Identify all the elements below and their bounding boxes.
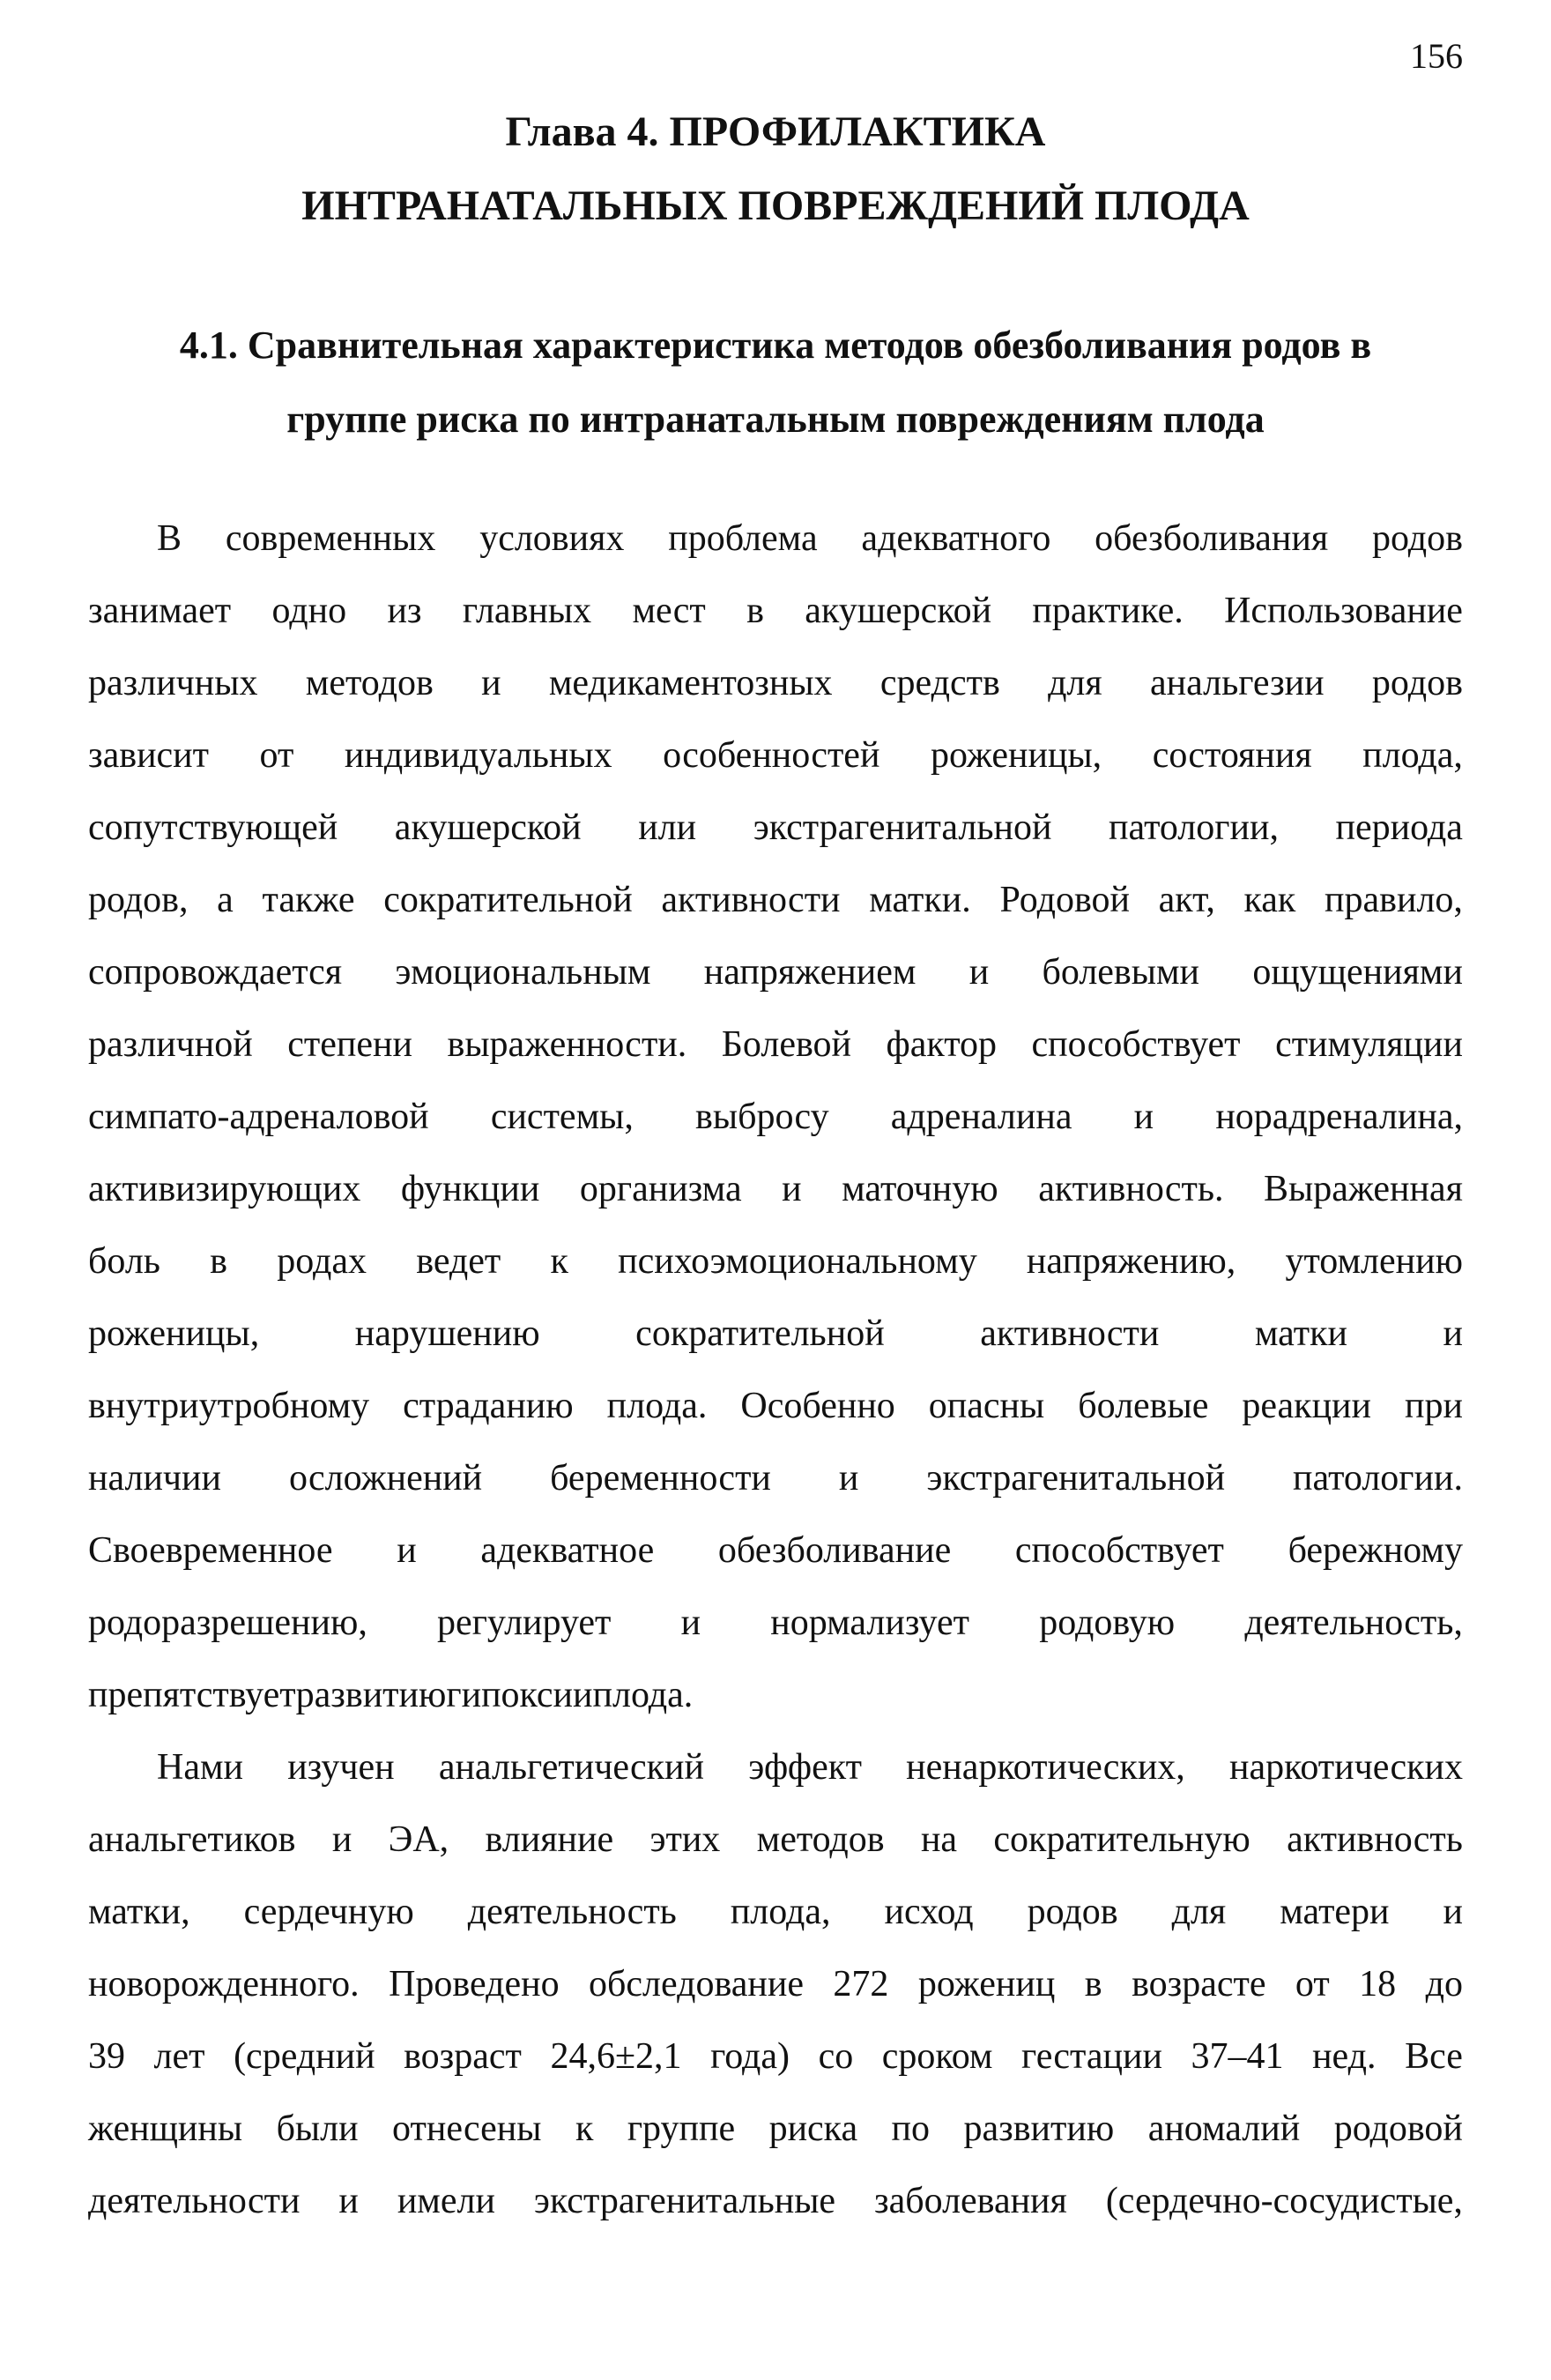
text-line — [88, 1659, 1463, 1731]
word: обследование — [589, 1964, 804, 2004]
word: матки. — [869, 880, 971, 920]
word: роженицы, — [930, 735, 1102, 776]
word: способствует — [1014, 1530, 1224, 1571]
word: осложнений — [288, 1458, 483, 1499]
text-line — [88, 1008, 1463, 1081]
word: функции — [400, 1169, 540, 1209]
word: нарушению — [354, 1313, 540, 1354]
word: роженицы, — [88, 1313, 260, 1354]
word: нед. — [1312, 2036, 1377, 2077]
word: страданию — [403, 1386, 574, 1426]
word: выраженности. — [447, 1024, 687, 1065]
word: 272 — [833, 1964, 889, 2004]
text-line — [88, 1442, 1463, 1514]
word: напряжением — [703, 952, 916, 993]
word: наркотических — [1228, 1747, 1463, 1788]
word: родов — [1372, 518, 1463, 559]
word: нормализует — [770, 1603, 969, 1643]
text-line — [88, 1225, 1463, 1298]
chapter-title — [88, 95, 1463, 243]
word: исход — [884, 1892, 974, 1932]
word: фактор — [886, 1024, 998, 1065]
word: ощущениями — [1252, 952, 1463, 993]
word: активности — [980, 1313, 1160, 1354]
word: плода, — [1362, 735, 1463, 776]
word: к — [550, 1241, 568, 1282]
word: экстрагенитальной — [753, 807, 1052, 848]
word: анальгетиков — [88, 1819, 296, 1860]
word: Родовой — [999, 880, 1130, 920]
word: экстрагенитальные — [533, 2181, 836, 2221]
word: Нами — [157, 1747, 244, 1788]
word: ЭА, — [388, 1819, 449, 1860]
word: гестации — [1021, 2036, 1162, 2077]
word: от — [259, 735, 294, 776]
word: способствует — [1031, 1024, 1241, 1065]
word: рожениц — [917, 1964, 1056, 2004]
text-line — [88, 1948, 1463, 2020]
word: группе — [627, 2109, 736, 2149]
word: состояния — [1152, 735, 1312, 776]
text-line — [88, 1298, 1463, 1370]
word: системы, — [490, 1097, 634, 1137]
word: или — [638, 807, 697, 848]
word: внутриутробному — [88, 1386, 370, 1426]
word: эмоциональным — [395, 952, 651, 993]
text-line — [88, 1731, 1463, 1804]
word: этих — [649, 1819, 721, 1860]
word: средств — [879, 663, 1000, 703]
section-title — [88, 309, 1463, 457]
word: сопровождается — [88, 952, 343, 993]
word: плода, — [730, 1892, 831, 1932]
word: родов, — [88, 880, 189, 920]
text-line — [88, 1876, 1463, 1948]
word: женщины — [88, 2109, 243, 2149]
word: организма — [579, 1169, 742, 1209]
word: сопутствующей — [88, 807, 338, 848]
word: утомлению — [1285, 1241, 1463, 1282]
word: ненаркотических, — [906, 1747, 1185, 1788]
text-line — [88, 792, 1463, 864]
word: сроком — [881, 2036, 993, 2077]
word: патологии, — [1109, 807, 1279, 848]
section-title-line: группе риска по интранатальным повреждениям плода — [286, 398, 1265, 441]
word: акт, — [1158, 880, 1215, 920]
word: и — [1443, 1892, 1463, 1932]
word: для — [1048, 663, 1102, 703]
word: изучен — [287, 1747, 395, 1788]
word: гипоксии — [446, 1675, 593, 1715]
text-line — [88, 647, 1463, 719]
text-line — [88, 2020, 1463, 2093]
word: при — [1405, 1386, 1463, 1426]
word: 24,6±2,1 — [550, 2036, 682, 2077]
word: в — [746, 591, 764, 631]
word: и — [1443, 1313, 1463, 1354]
word: активность. — [1038, 1169, 1224, 1209]
word: 39 — [88, 2036, 125, 2077]
word: выбросу — [695, 1097, 829, 1137]
word: деятельность, — [1244, 1603, 1463, 1643]
word: главных — [462, 591, 592, 631]
word: медикаментозных — [548, 663, 833, 703]
word: новорожденного. — [88, 1964, 360, 2004]
word: эффект — [748, 1747, 862, 1788]
word: Все — [1405, 2036, 1463, 2077]
word: реакции — [1242, 1386, 1372, 1426]
word: В — [157, 518, 182, 559]
word: методов — [756, 1819, 885, 1860]
word: опасны — [928, 1386, 1045, 1426]
word: наличии — [88, 1458, 221, 1499]
text-line — [88, 2093, 1463, 2165]
text-line — [88, 502, 1463, 575]
word: (сердечно-сосудистые, — [1105, 2181, 1463, 2221]
word: проблема — [668, 518, 818, 559]
word: периода — [1335, 807, 1463, 848]
word: родоразрешению, — [88, 1603, 367, 1643]
word: родовой — [1333, 2109, 1463, 2149]
word: а — [217, 880, 234, 920]
word: занимает — [88, 591, 232, 631]
word: адекватное — [480, 1530, 655, 1571]
word: родов — [1371, 663, 1463, 703]
word: акушерской — [394, 807, 582, 848]
word: родов — [1027, 1892, 1118, 1932]
word: различной — [88, 1024, 253, 1065]
text-line — [88, 575, 1463, 647]
word: 37–41 — [1191, 2036, 1284, 2077]
word: акушерской — [805, 591, 992, 631]
word: деятельности — [88, 2181, 301, 2221]
word: риска — [768, 2109, 858, 2149]
word: отнесены — [392, 2109, 542, 2149]
word: сократительной — [635, 1313, 885, 1354]
word: по — [891, 2109, 931, 2149]
word: из — [387, 591, 422, 631]
word: влияние — [485, 1819, 614, 1860]
section-title-line: 4.1. Сравнительная характеристика методов обезболивания родов в — [179, 324, 1372, 367]
word: до — [1425, 1964, 1463, 2004]
word: от — [1295, 1964, 1330, 2004]
word: деятельность — [467, 1892, 677, 1932]
word: Выраженная — [1264, 1169, 1463, 1209]
word: зависит — [88, 735, 210, 776]
word: современных — [225, 518, 436, 559]
word: особенностей — [663, 735, 880, 776]
word: к — [575, 2109, 594, 2149]
word: адреналина — [890, 1097, 1072, 1137]
word: адекватного — [861, 518, 1051, 559]
word: имели — [397, 2181, 495, 2221]
word: были — [276, 2109, 359, 2149]
text-line — [88, 1370, 1463, 1442]
text-line — [88, 1153, 1463, 1225]
word: препятствует — [88, 1675, 296, 1715]
chapter-title-line: Глава 4. ПРОФИЛАКТИКА — [505, 108, 1046, 155]
word: стимуляции — [1275, 1024, 1463, 1065]
word: также — [262, 880, 355, 920]
word: в — [210, 1241, 227, 1282]
word: и — [397, 1530, 417, 1571]
word: возрасте — [1132, 1964, 1266, 2004]
text-line — [88, 1081, 1463, 1153]
chapter-title-line: ИНТРАНАТАЛЬНЫХ ПОВРЕЖДЕНИЙ ПЛОДА — [301, 182, 1250, 229]
word: активность — [1287, 1819, 1463, 1860]
word: и — [481, 663, 501, 703]
word: (средний — [234, 2036, 375, 2077]
word: на — [920, 1819, 958, 1860]
text-line — [88, 1804, 1463, 1876]
word: сердечную — [243, 1892, 414, 1932]
word: развитию — [963, 2109, 1115, 2149]
text-line — [88, 936, 1463, 1008]
word: практике. — [1032, 591, 1184, 631]
word: и — [338, 2181, 359, 2221]
word: обезболивания — [1095, 518, 1329, 559]
body-text — [88, 502, 1463, 2237]
word: степени — [287, 1024, 412, 1065]
word: мест — [632, 591, 706, 631]
word: аномалий — [1147, 2109, 1301, 2149]
word: болевыми — [1042, 952, 1200, 993]
word: правило, — [1325, 880, 1463, 920]
word: заболевания — [874, 2181, 1067, 2221]
word: лет — [153, 2036, 205, 2077]
word: и — [1133, 1097, 1154, 1137]
word: анальгетический — [438, 1747, 705, 1788]
word: анальгезии — [1150, 663, 1325, 703]
word: боль — [88, 1241, 160, 1282]
word: маточную — [842, 1169, 998, 1209]
word: бережному — [1288, 1530, 1463, 1571]
word: сократительную — [993, 1819, 1250, 1860]
word: Использование — [1224, 591, 1463, 631]
word: 18 — [1359, 1964, 1397, 2004]
word: плода. — [592, 1675, 694, 1715]
word: как — [1243, 880, 1296, 920]
text-line — [88, 1514, 1463, 1587]
word: в — [1084, 1964, 1102, 2004]
word: беременности — [550, 1458, 771, 1499]
word: и — [968, 952, 990, 993]
word: одно — [271, 591, 347, 631]
word: различных — [88, 663, 258, 703]
word: года) — [710, 2036, 790, 2077]
word: родовую — [1039, 1603, 1176, 1643]
word: и — [331, 1819, 352, 1860]
word: для — [1171, 1892, 1227, 1932]
word: методов — [305, 663, 434, 703]
word: условиях — [479, 518, 625, 559]
word: симпато-адреналовой — [88, 1097, 429, 1137]
word: Болевой — [721, 1024, 851, 1065]
word: психоэмоциональному — [618, 1241, 977, 1282]
word: и — [680, 1603, 701, 1643]
word: Своевременное — [88, 1530, 333, 1571]
word: родах — [277, 1241, 367, 1282]
text-line — [88, 719, 1463, 792]
word: регулирует — [437, 1603, 612, 1643]
word: обезболивание — [717, 1530, 952, 1571]
word: матки, — [88, 1892, 190, 1932]
word: индивидуальных — [344, 735, 612, 776]
word: матки — [1254, 1313, 1347, 1354]
word: развитию — [295, 1675, 447, 1715]
text-line — [88, 864, 1463, 936]
word: напряжению, — [1026, 1241, 1236, 1282]
page-number: 156 — [1410, 36, 1463, 76]
word: и — [782, 1169, 802, 1209]
word: активизирующих — [88, 1169, 361, 1209]
word: сократительной — [383, 880, 633, 920]
word: со — [818, 2036, 854, 2077]
word: ведет — [416, 1241, 501, 1282]
word: норадреналина, — [1215, 1097, 1463, 1137]
text-line — [88, 2165, 1463, 2237]
word: активности — [661, 880, 841, 920]
word: патологии. — [1293, 1458, 1463, 1499]
word: матери — [1280, 1892, 1390, 1932]
word: возраст — [404, 2036, 522, 2077]
word: и — [838, 1458, 859, 1499]
word: Проведено — [389, 1964, 560, 2004]
word: плода. — [606, 1386, 708, 1426]
text-line — [88, 1587, 1463, 1659]
word: болевые — [1078, 1386, 1209, 1426]
word: экстрагенитальной — [926, 1458, 1226, 1499]
word: Особенно — [740, 1386, 895, 1426]
